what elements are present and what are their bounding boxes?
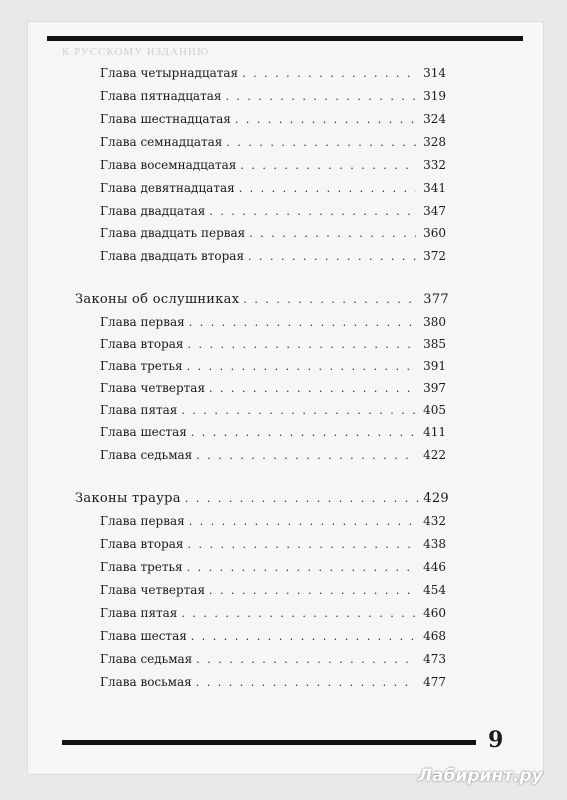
leader-dots <box>242 67 416 80</box>
leader-dots <box>181 607 416 620</box>
chapter-title: Глава восемнадцатая <box>100 158 237 172</box>
leader-dots <box>189 515 416 528</box>
leader-dots <box>243 293 419 306</box>
page-ref: 380 <box>423 315 446 329</box>
page-ref: 341 <box>423 181 446 195</box>
toc-row <box>100 315 446 331</box>
bottom-rule <box>62 740 476 745</box>
leader-dots <box>189 316 416 329</box>
leader-dots <box>209 584 416 597</box>
page-ref: 332 <box>423 158 446 172</box>
page-ref: 319 <box>423 89 446 103</box>
leader-dots <box>209 382 416 395</box>
leader-dots <box>249 227 416 240</box>
leader-dots <box>191 630 416 643</box>
leader-dots <box>187 360 416 373</box>
page-ref: 314 <box>423 66 446 80</box>
chapter-title: Глава двадцатая <box>100 204 206 218</box>
toc-row <box>100 560 446 576</box>
toc-row <box>100 583 446 599</box>
page-ref: 429 <box>423 491 449 506</box>
page-number: 9 <box>488 727 504 753</box>
section-heading <box>75 292 449 308</box>
chapter-title: Глава седьмая <box>100 652 193 666</box>
chapter-title: Глава вторая <box>100 337 184 351</box>
page-ref: 360 <box>423 226 446 240</box>
page-ref: 432 <box>423 514 446 528</box>
page-ref: 477 <box>423 675 446 689</box>
toc-row <box>100 249 446 265</box>
chapter-title: Глава пятая <box>100 606 178 620</box>
leader-dots <box>191 426 416 439</box>
leader-dots <box>225 90 416 103</box>
page-ref: 377 <box>423 292 449 307</box>
page-ref: 385 <box>423 337 446 351</box>
leader-dots <box>181 404 416 417</box>
page-ref: 391 <box>423 359 446 373</box>
page-ref: 347 <box>423 204 446 218</box>
section-title: Законы траура <box>75 491 181 506</box>
toc-row <box>100 675 446 691</box>
chapter-title: Глава двадцать первая <box>100 226 246 240</box>
page-ref: 397 <box>423 381 446 395</box>
leader-dots <box>196 653 416 666</box>
page-ref: 372 <box>423 249 446 263</box>
page-ref: 324 <box>423 112 446 126</box>
leader-dots <box>226 136 416 149</box>
page-ref: 438 <box>423 537 446 551</box>
leader-dots <box>196 676 416 689</box>
chapter-title: Глава семнадцатая <box>100 135 223 149</box>
leader-dots <box>196 449 416 462</box>
chapter-title: Глава пятнадцатая <box>100 89 222 103</box>
page-ref: 468 <box>423 629 446 643</box>
toc-row <box>100 359 446 375</box>
leader-dots <box>235 113 416 126</box>
toc-row <box>100 204 446 220</box>
chapter-title: Глава третья <box>100 359 183 373</box>
toc-row <box>100 629 446 645</box>
chapter-title: Глава первая <box>100 514 185 528</box>
toc-row <box>100 337 446 353</box>
toc-row <box>100 66 446 82</box>
leader-dots <box>248 250 416 263</box>
page-ref: 454 <box>423 583 446 597</box>
leader-dots <box>239 182 416 195</box>
chapter-title: Глава третья <box>100 560 183 574</box>
leader-dots <box>185 492 419 505</box>
toc-row <box>100 537 446 553</box>
page-ref: 446 <box>423 560 446 574</box>
chapter-title: Глава вторая <box>100 537 184 551</box>
chapter-title: Глава восьмая <box>100 675 192 689</box>
toc-row <box>100 381 446 397</box>
chapter-title: Глава четвертая <box>100 583 206 597</box>
watermark-logo: Лабиринт.ру <box>418 766 543 786</box>
section-title: Законы об ослушниках <box>75 292 240 307</box>
chapter-title: Глава девятнадцатая <box>100 181 235 195</box>
toc-row <box>100 226 446 242</box>
chapter-title: Глава пятая <box>100 403 178 417</box>
toc-row <box>100 135 446 151</box>
leader-dots <box>187 538 416 551</box>
chapter-title: Глава седьмая <box>100 448 193 462</box>
page-ref: 460 <box>423 606 446 620</box>
page-ref: 422 <box>423 448 446 462</box>
toc-row <box>100 158 446 174</box>
chapter-title: Глава четвертая <box>100 381 206 395</box>
leader-dots <box>209 205 416 218</box>
leader-dots <box>187 338 416 351</box>
page-ref: 328 <box>423 135 446 149</box>
chapter-title: Глава двадцать вторая <box>100 249 245 263</box>
toc-row <box>100 514 446 530</box>
chapter-title: Глава шестая <box>100 629 187 643</box>
section-heading <box>75 491 449 507</box>
toc-row <box>100 425 446 441</box>
leader-dots <box>240 159 416 172</box>
chapter-title: Глава четырнадцатая <box>100 66 239 80</box>
toc-row <box>100 403 446 419</box>
bleed-through-heading: К РУССКОМУ ИЗДАНИЮ <box>62 46 210 58</box>
toc-row <box>100 448 446 464</box>
page-ref: 405 <box>423 403 446 417</box>
leader-dots <box>187 561 416 574</box>
toc-row <box>100 606 446 622</box>
page-ref: 473 <box>423 652 446 666</box>
toc-row <box>100 112 446 128</box>
toc-row <box>100 181 446 197</box>
toc-row <box>100 652 446 668</box>
chapter-title: Глава первая <box>100 315 185 329</box>
page-ref: 411 <box>423 425 446 439</box>
chapter-title: Глава шестнадцатая <box>100 112 231 126</box>
chapter-title: Глава шестая <box>100 425 187 439</box>
toc-row <box>100 89 446 105</box>
